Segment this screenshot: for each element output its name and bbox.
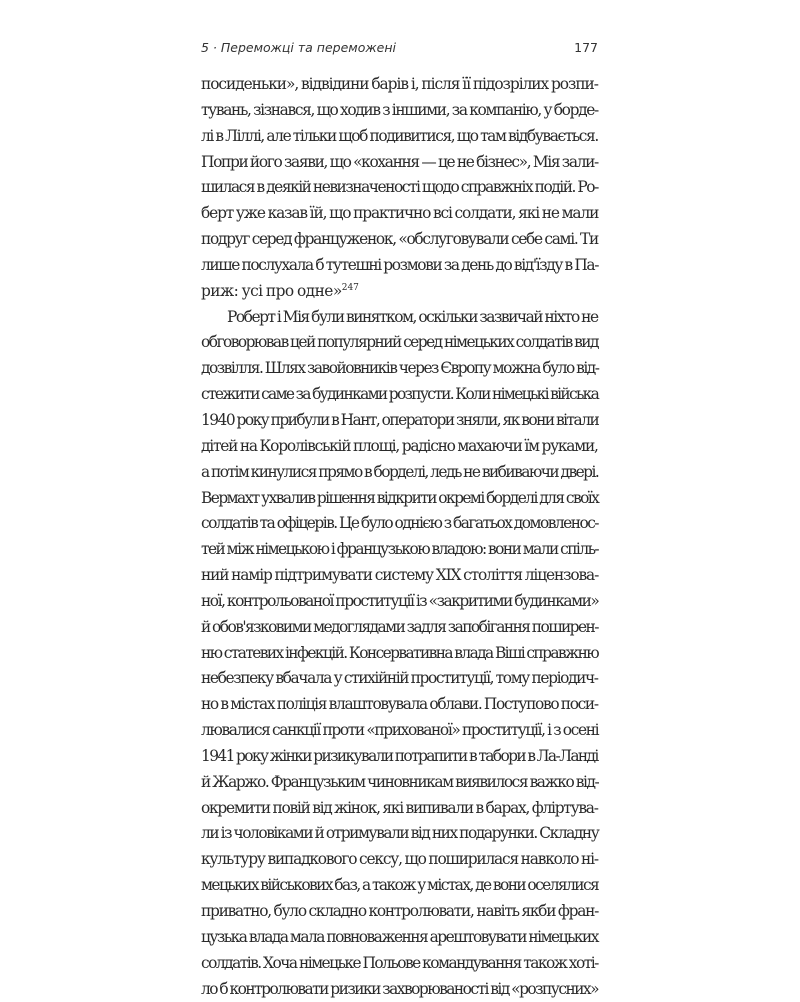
text-line: лі в Ліллі, але тільки щоб подивитися, що там відбувається. xyxy=(201,126,598,145)
text-line: шилася в деякій невизначеності щодо справжніх подій. Ро- xyxy=(201,178,598,197)
text-line: ли із чоловіками й отримували від них подарунки. Складну xyxy=(201,824,599,843)
text-line: цузька влада мала повноваження арештовувати німецьких xyxy=(201,927,598,946)
running-title: 5 · Переможці та переможені xyxy=(201,40,396,55)
text-line: лише послухала б тутешні розмови за день до від'їзду в Па- xyxy=(201,255,599,274)
footnote-reference: 247 xyxy=(341,282,359,293)
text-line: ло б контролювати ризики захворюваності від «розпусних» xyxy=(201,979,599,998)
text-line: 1940 року прибули в Нант, оператори зняли, як вони вітали xyxy=(201,410,599,429)
text-line: культуру випадкового сексу, що поширилася навколо ні- xyxy=(201,850,598,869)
text-line: ню статевих інфекцій. Консервативна влада Віші справжню xyxy=(201,643,599,662)
text-line: ної, контрольованої проституції із «закритими будинками» xyxy=(201,591,599,610)
text-line: солдатів. Хоча німецьке Польове командування також хоті- xyxy=(201,953,598,972)
text-line: Попри його заяви, що «кохання — це не бізнес», Мія зали- xyxy=(201,152,598,171)
text-line: небезпеку вбачала у стихійній проституції, тому періодич- xyxy=(201,669,598,688)
text-line: тувань, зізнався, що ходив з іншими, за компанію, у борде- xyxy=(201,100,598,119)
paragraph-first-line: Роберт і Мія були винятком, оскільки зазвичай ніхто не xyxy=(227,307,598,326)
text-line-content: риж: усі про одне» xyxy=(201,281,342,300)
text-line: посиденьки», відвідини барів і, після її підозрілих розпи- xyxy=(201,75,598,93)
text-line: лювалися санкції проти «прихованої» проституції, і з осені xyxy=(201,721,599,740)
text-line: дозвілля. Шлях завойовників через Європу можна було від- xyxy=(201,359,599,378)
text-line: 1941 року жінки ризикували потрапити в табори в Ла-Ланді xyxy=(201,746,598,765)
running-header xyxy=(201,40,598,58)
text-line: й обов'язковими медоглядами задля запобігання поширен- xyxy=(201,617,598,636)
text-line: солдатів та офіцерів. Це було однією з багатьох домовленос- xyxy=(201,514,598,533)
text-line: подруг серед француженок, «обслуговували себе самі. Ти xyxy=(201,230,598,249)
text-line: обговорював цей популярний серед німецьких солдатів вид xyxy=(201,333,598,352)
body-text xyxy=(201,72,598,1002)
text-line-with-footnote xyxy=(201,279,598,305)
page-number: 177 xyxy=(574,40,598,55)
text-line: но в містах поліція влаштовувала облави. Поступово поси- xyxy=(201,695,598,714)
text-line: мецьких військових баз, а також у містах, де вони оселялися xyxy=(201,876,599,895)
text-line: Вермахт ухвалив рішення відкрити окремі борделі для своїх xyxy=(201,488,599,507)
text-line: тей між німецькою і французькою владою: вони мали спіль- xyxy=(201,540,599,559)
text-line: окремити повій від жінок, які випивали в барах, фліртува- xyxy=(201,798,598,817)
text-line: ний намір підтримувати систему XIX століття ліцензова- xyxy=(201,566,599,585)
text-line: й Жаржо. Французьким чиновникам виявилося важко від- xyxy=(201,772,599,791)
text-line: а потім кинулися прямо в борделі, ледь не вибиваючи двері. xyxy=(201,462,599,481)
text-line: стежити саме за будинками розпусти. Коли німецькі війська xyxy=(201,385,599,404)
text-line: дітей на Королівській площі, радісно махаючи їм руками, xyxy=(201,436,598,455)
text-line: берт уже казав їй, що практично всі солдати, які не мали xyxy=(201,204,599,223)
text-line: приватно, було складно контролювати, навіть якби фран- xyxy=(201,902,599,920)
